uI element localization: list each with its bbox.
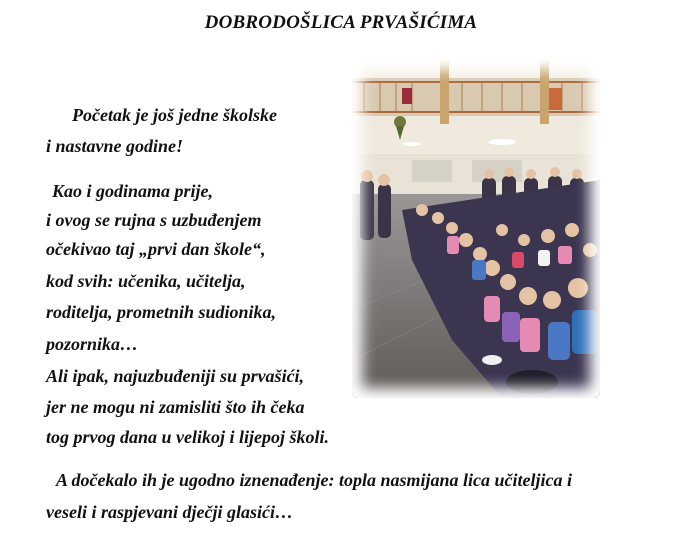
text-line: Kao i godinama prije, <box>52 181 214 201</box>
text-line: i nastavne godine! <box>46 136 184 156</box>
page-title: DOBRODOŠLICA PRVAŠIĆIMA <box>204 12 478 33</box>
text-line: jer ne mogu ni zamisliti što ih čeka <box>46 397 305 417</box>
text-line: roditelja, prometnih sudionika, <box>46 302 277 322</box>
text-line: i ovog se rujna s uzbuđenjem <box>46 210 262 230</box>
text-line: tog prvog dana u velikoj i lijepoj školi. <box>46 427 329 447</box>
text-line: Ali ipak, najuzbuđeniji su prvašići, <box>46 366 305 386</box>
text-line: kod svih: učenika, učitelja, <box>46 271 246 291</box>
photo-illustration <box>352 60 600 398</box>
text-line: veseli i raspjevani dječji glasići… <box>46 502 293 522</box>
text-line: pozornika… <box>46 334 139 354</box>
text-line: očekivao taj „prvi dan škole“, <box>46 239 266 259</box>
text-line: A dočekalo ih je ugodno iznenađenje: topla nasmijana lica učiteljica i <box>56 470 573 490</box>
text-line: Početak je još jedne školske <box>72 105 277 125</box>
school-hall-photo <box>352 60 600 398</box>
